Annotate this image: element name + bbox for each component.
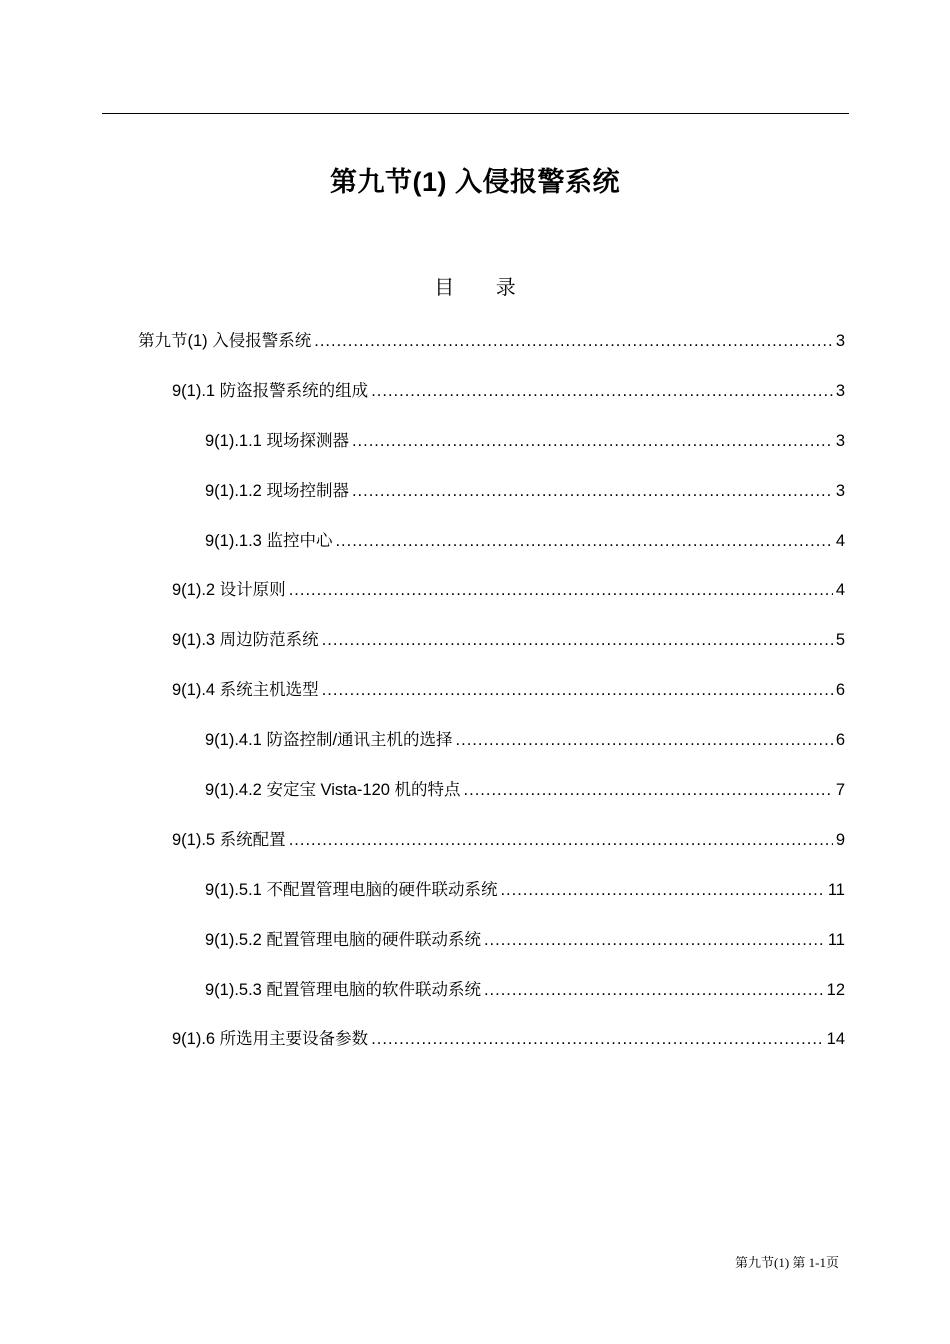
toc-entry-section-9-1[interactable] bbox=[138, 327, 845, 351]
toc-entry-page: 12 bbox=[826, 981, 845, 999]
toc-dot-leader bbox=[289, 831, 833, 850]
toc-entry-9-1-5-2[interactable] bbox=[205, 926, 845, 950]
toc-entry-9-1-3[interactable] bbox=[172, 626, 845, 650]
toc-entry-page: 4 bbox=[835, 532, 845, 550]
toc-dot-leader bbox=[352, 432, 833, 451]
toc-entry-label: 9(1).6 所选用主要设备参数 bbox=[172, 1030, 369, 1048]
toc-dot-leader bbox=[464, 781, 833, 800]
toc-entry-label: 第九节(1) 入侵报警系统 bbox=[138, 332, 312, 350]
toc-entry-page: 6 bbox=[835, 681, 845, 699]
toc-entry-page: 7 bbox=[835, 781, 845, 799]
toc-entry-9-1-6[interactable] bbox=[172, 1025, 845, 1049]
page-footer: 第九节(1) 第 1-1页 bbox=[735, 1255, 839, 1270]
toc-entry-label: 9(1).4.2 安定宝 Vista-120 机的特点 bbox=[205, 781, 461, 799]
toc-entry-label: 9(1).5.1 不配置管理电脑的硬件联动系统 bbox=[205, 881, 498, 899]
toc-entry-page: 14 bbox=[826, 1030, 845, 1048]
toc-entry-9-1-2[interactable] bbox=[172, 576, 845, 600]
toc-dot-leader bbox=[500, 881, 824, 900]
toc-entry-9-1-5[interactable] bbox=[172, 826, 845, 850]
toc-entry-label: 9(1).5.2 配置管理电脑的硬件联动系统 bbox=[205, 931, 481, 949]
toc-entry-9-1-5-1[interactable] bbox=[205, 876, 845, 900]
toc-entry-9-1-5-3[interactable] bbox=[205, 976, 845, 1000]
toc-entry-label: 9(1).2 设计原则 bbox=[172, 581, 286, 599]
toc-entry-9-1-1-2[interactable] bbox=[205, 477, 845, 501]
toc-entry-9-1-4[interactable] bbox=[172, 676, 845, 700]
toc-entry-page: 3 bbox=[835, 332, 845, 350]
toc-dot-leader bbox=[371, 1030, 823, 1049]
toc-entry-page: 11 bbox=[827, 931, 845, 949]
toc-entry-page: 3 bbox=[835, 382, 845, 400]
toc-entry-page: 3 bbox=[835, 482, 845, 500]
toc-entry-9-1-1-1[interactable] bbox=[205, 427, 845, 451]
toc-entry-page: 4 bbox=[835, 581, 845, 599]
toc-entry-label: 9(1).1 防盗报警系统的组成 bbox=[172, 382, 369, 400]
toc-entry-9-1-4-2[interactable] bbox=[205, 776, 845, 800]
toc-entry-page: 6 bbox=[835, 731, 845, 749]
toc-entry-label: 9(1).4.1 防盗控制/通讯主机的选择 bbox=[205, 731, 453, 749]
toc-entry-9-1-1[interactable] bbox=[172, 377, 845, 401]
toc-entry-page: 11 bbox=[827, 881, 845, 899]
toc-dot-leader bbox=[371, 382, 833, 401]
toc-dot-leader bbox=[335, 532, 832, 551]
toc-entry-label: 9(1).5 系统配置 bbox=[172, 831, 286, 849]
toc-dot-leader bbox=[289, 581, 833, 600]
header-rule bbox=[102, 113, 849, 114]
toc-entry-label: 9(1).1.3 监控中心 bbox=[205, 532, 333, 550]
toc-entry-9-1-1-3[interactable] bbox=[205, 527, 845, 551]
toc-dot-leader bbox=[352, 482, 833, 501]
toc-entry-label: 9(1).4 系统主机选型 bbox=[172, 681, 319, 699]
toc-entry-label: 9(1).1.2 现场控制器 bbox=[205, 482, 349, 500]
toc-dot-leader bbox=[322, 631, 833, 650]
toc-dot-leader bbox=[484, 931, 825, 950]
toc-entry-label: 9(1).3 周边防范系统 bbox=[172, 631, 319, 649]
toc-entry-page: 5 bbox=[835, 631, 845, 649]
toc-entry-label: 9(1).5.3 配置管理电脑的软件联动系统 bbox=[205, 981, 481, 999]
toc-entry-label: 9(1).1.1 现场探测器 bbox=[205, 432, 349, 450]
toc-entry-9-1-4-1[interactable] bbox=[205, 726, 845, 750]
toc-dot-leader bbox=[314, 332, 833, 351]
toc-dot-leader bbox=[456, 731, 833, 750]
toc-dot-leader bbox=[484, 981, 824, 1000]
document-title: 第九节(1) 入侵报警系统 bbox=[330, 167, 620, 197]
toc-heading: 目 录 bbox=[434, 277, 534, 299]
toc-dot-leader bbox=[322, 681, 833, 700]
toc-entry-page: 9 bbox=[835, 831, 845, 849]
toc-entry-page: 3 bbox=[835, 432, 845, 450]
